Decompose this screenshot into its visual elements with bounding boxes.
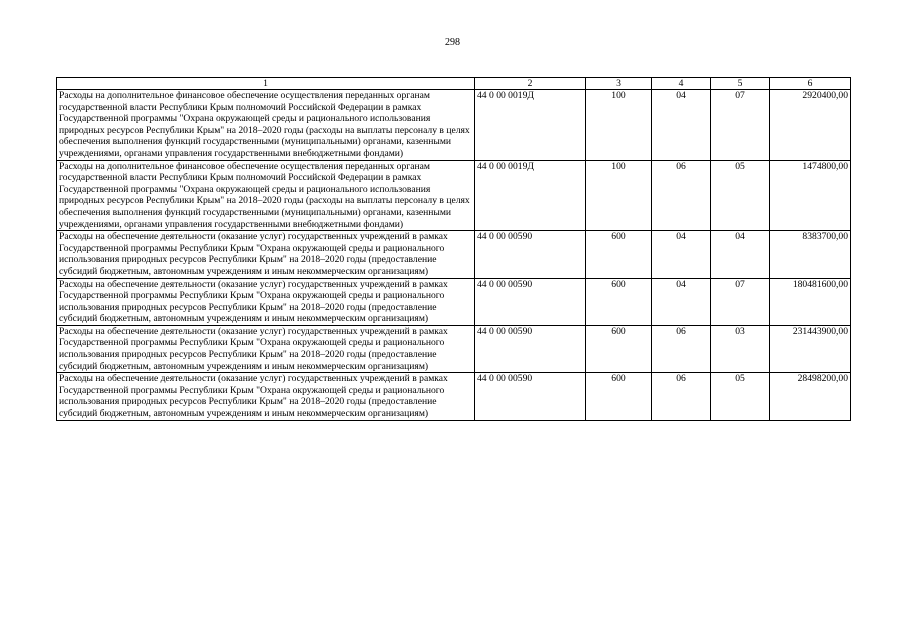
program-code: 44 0 00 00590	[475, 373, 586, 420]
header-cell: 6	[770, 78, 851, 90]
expense-type-code: 600	[586, 231, 652, 278]
program-code: 44 0 00 0019Д	[475, 90, 586, 161]
amount: 8383700,00	[770, 231, 851, 278]
subsection-code: 05	[711, 160, 770, 231]
amount: 231443900,00	[770, 325, 851, 372]
table-row	[57, 231, 851, 278]
table-row	[57, 160, 851, 231]
subsection-code: 03	[711, 325, 770, 372]
expense-type-code: 600	[586, 278, 652, 325]
section-code: 04	[652, 90, 711, 161]
header-cell: 3	[586, 78, 652, 90]
expense-name: Расходы на обеспечение деятельности (оказание услуг) государственных учреждений в рамках Государственной программы Республики Крым "Охрана окружающей среды и рационального использования природных ресурсов Республики Крым" на 2018–2020 годы (предоставление субсидий бюджетным, автономным учреждениям и иным некоммерческим организациям)	[57, 231, 475, 278]
header-cell: 2	[475, 78, 586, 90]
expense-type-code: 100	[586, 90, 652, 161]
table-row	[57, 90, 851, 161]
header-cell: 5	[711, 78, 770, 90]
budget-table	[56, 77, 851, 421]
program-code: 44 0 00 00590	[475, 278, 586, 325]
table-row	[57, 325, 851, 372]
amount: 1474800,00	[770, 160, 851, 231]
section-code: 06	[652, 373, 711, 420]
expense-name: Расходы на обеспечение деятельности (оказание услуг) государственных учреждений в рамках Государственной программы Республики Крым "Охрана окружающей среды и рационального использования природных ресурсов Республики Крым" на 2018–2020 годы (предоставление субсидий бюджетным, автономным учреждениям и иным некоммерческим организациям)	[57, 278, 475, 325]
program-code: 44 0 00 0019Д	[475, 160, 586, 231]
expense-type-code: 600	[586, 325, 652, 372]
section-code: 06	[652, 325, 711, 372]
program-code: 44 0 00 00590	[475, 325, 586, 372]
header-row	[57, 78, 851, 90]
amount: 180481600,00	[770, 278, 851, 325]
program-code: 44 0 00 00590	[475, 231, 586, 278]
expense-name: Расходы на дополнительное финансовое обеспечение осуществления переданных органам государственной власти Республики Крым полномочий Российской Федерации в рамках Государственной программы "Охрана окружающей среды и рационального использования природных ресурсов Республики Крым" на 2018–2020 годы (расходы на выплаты персоналу в целях обеспечения выполнения функций государственными (муниципальными) органами, казенными учреждениями, органами управления государственными внебюджетными фондами)	[57, 160, 475, 231]
expense-type-code: 100	[586, 160, 652, 231]
subsection-code: 04	[711, 231, 770, 278]
expense-name: Расходы на обеспечение деятельности (оказание услуг) государственных учреждений в рамках Государственной программы Республики Крым "Охрана окружающей среды и рационального использования природных ресурсов Республики Крым" на 2018–2020 годы (предоставление субсидий бюджетным, автономным учреждениям и иным некоммерческим организациям)	[57, 373, 475, 420]
section-code: 04	[652, 231, 711, 278]
expense-name: Расходы на обеспечение деятельности (оказание услуг) государственных учреждений в рамках Государственной программы Республики Крым "Охрана окружающей среды и рационального использования природных ресурсов Республики Крым" на 2018–2020 годы (предоставление субсидий бюджетным, автономным учреждениям и иным некоммерческим организациям)	[57, 325, 475, 372]
subsection-code: 07	[711, 90, 770, 161]
section-code: 06	[652, 160, 711, 231]
header-cell: 1	[57, 78, 475, 90]
amount: 28498200,00	[770, 373, 851, 420]
page-number: 298	[445, 37, 460, 48]
table-row	[57, 278, 851, 325]
table-row	[57, 373, 851, 420]
subsection-code: 05	[711, 373, 770, 420]
subsection-code: 07	[711, 278, 770, 325]
amount: 2920400,00	[770, 90, 851, 161]
header-cell: 4	[652, 78, 711, 90]
section-code: 04	[652, 278, 711, 325]
expense-name: Расходы на дополнительное финансовое обеспечение осуществления переданных органам государственной власти Республики Крым полномочий Российской Федерации в рамках Государственной программы "Охрана окружающей среды и рационального использования природных ресурсов Республики Крым" на 2018–2020 годы (расходы на выплаты персоналу в целях обеспечения выполнения функций государственными (муниципальными) органами, казенными учреждениями, органами управления государственными внебюджетными фондами)	[57, 90, 475, 161]
expense-type-code: 600	[586, 373, 652, 420]
